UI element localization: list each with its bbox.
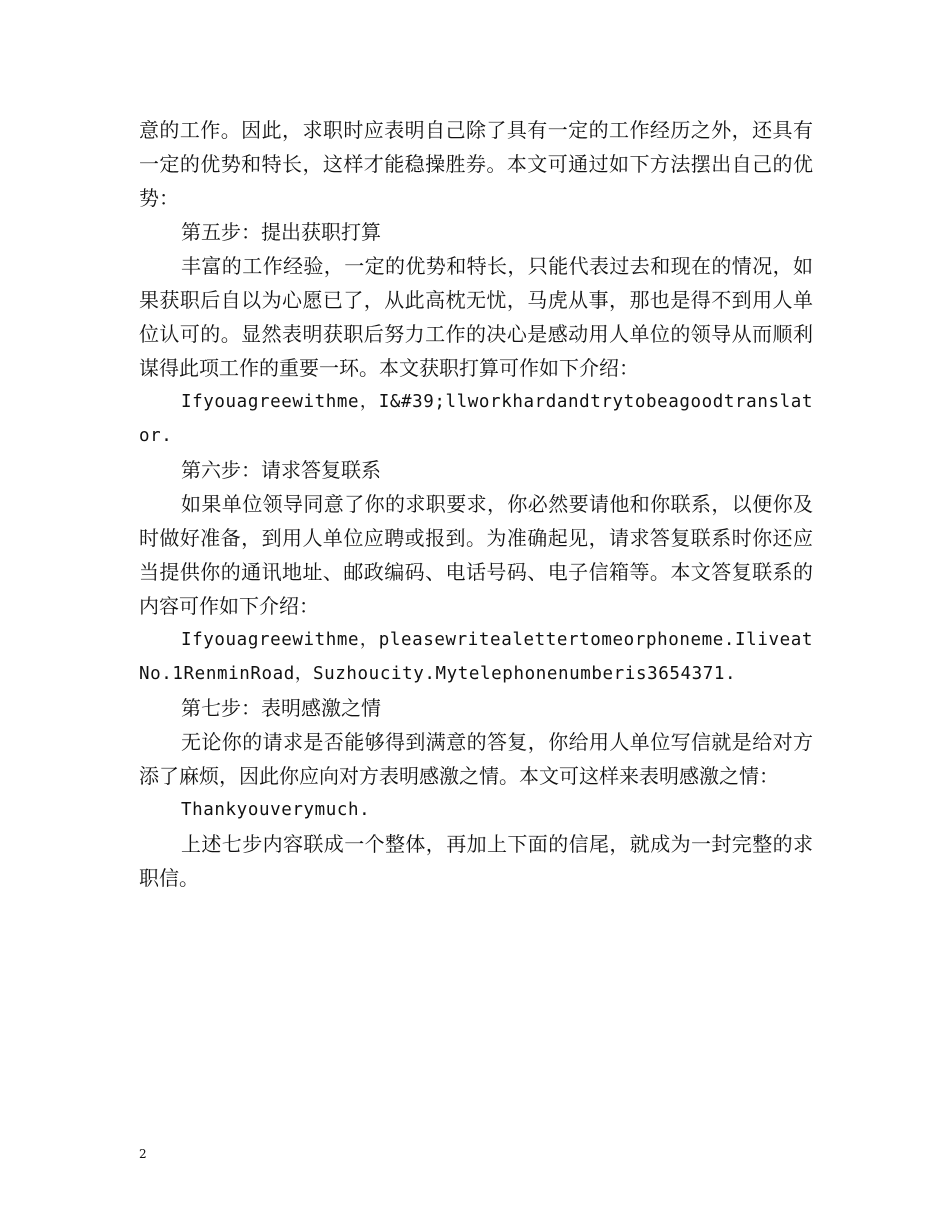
page-number: 2 bbox=[139, 1147, 147, 1161]
paragraph-step-five: 丰富的工作经验，一定的优势和特长，只能代表过去和现在的情况，如果获职后自以为心愿已了，从此高枕无忧，马虎从事，那也是得不到用人单位认可的。显然表明获职后努力工作的决心是感动用人单位的领导从而顺利谋得此项工作的重要一环。本文获职打算可作如下介绍： bbox=[139, 254, 813, 380]
heading-step-seven: 第七步：表明感激之情 bbox=[181, 696, 381, 720]
document-body bbox=[139, 113, 813, 895]
paragraph-conclusion: 上述七步内容联成一个整体，再加上下面的信尾，就成为一封完整的求职信。 bbox=[139, 832, 813, 890]
paragraph-step-seven: 无论你的请求是否能够得到满意的答复，你给用人单位写信就是给对方添了麻烦，因此你应向对方表明感激之情。本文可这样来表明感激之情： bbox=[139, 730, 813, 788]
example-step-six: Ifyouagreewithme，pleasewritealettertomeorphoneme.IliveatNo.1RenminRoad，Suzhoucity.Mytelephonenumberis3654371. bbox=[139, 630, 813, 684]
heading-step-six: 第六步：请求答复联系 bbox=[181, 458, 381, 482]
example-step-five: Ifyouagreewithme，I&#39;llworkhardandtrytobeagoodtranslator. bbox=[139, 392, 813, 446]
example-step-seven: Thankyouverymuch. bbox=[181, 800, 371, 820]
paragraph-continuation: 意的工作。因此，求职时应表明自己除了具有一定的工作经历之外，还具有一定的优势和特长，这样才能稳操胜券。本文可通过如下方法摆出自己的优势： bbox=[139, 118, 813, 210]
heading-step-five: 第五步：提出获职打算 bbox=[181, 220, 381, 244]
paragraph-step-six: 如果单位领导同意了你的求职要求，你必然要请他和你联系，以便你及时做好准备，到用人单位应聘或报到。为准确起见，请求答复联系时你还应当提供你的通讯地址、邮政编码、电话号码、电子信箱等。本文答复联系的内容可作如下介绍： bbox=[139, 492, 813, 618]
